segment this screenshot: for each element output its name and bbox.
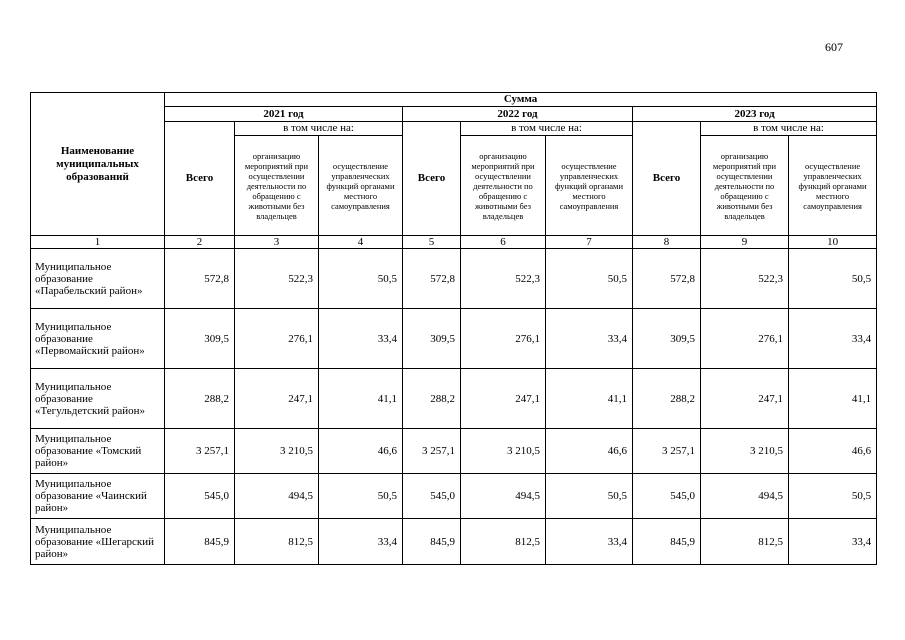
column-number: 10 — [789, 236, 877, 249]
value-cell: 288,2 — [633, 369, 701, 429]
value-cell: 494,5 — [235, 474, 319, 519]
value-cell: 309,5 — [403, 309, 461, 369]
column-number: 9 — [701, 236, 789, 249]
column-number: 2 — [165, 236, 235, 249]
value-cell: 522,3 — [701, 249, 789, 309]
value-cell: 845,9 — [633, 519, 701, 565]
value-cell: 247,1 — [461, 369, 546, 429]
value-cell: 3 210,5 — [461, 429, 546, 474]
year-header-2021: 2021 год — [165, 107, 403, 122]
including-header-2022: в том числе на: — [461, 122, 633, 136]
value-cell: 545,0 — [403, 474, 461, 519]
value-cell: 33,4 — [546, 519, 633, 565]
municipality-name: Муниципальное образование «Тегульдетский район» — [31, 369, 165, 429]
municipality-name: Муниципальное образование «Шегарский район» — [31, 519, 165, 565]
budget-table — [30, 92, 877, 565]
value-cell: 572,8 — [165, 249, 235, 309]
value-cell: 522,3 — [235, 249, 319, 309]
column-number: 1 — [31, 236, 165, 249]
table-row — [31, 519, 877, 565]
value-cell: 46,6 — [319, 429, 403, 474]
value-cell: 33,4 — [789, 309, 877, 369]
mgmt-header-2023: осуществление управленческих функций органами местного самоуправления — [789, 136, 877, 236]
value-cell: 288,2 — [165, 369, 235, 429]
value-cell: 812,5 — [701, 519, 789, 565]
value-cell: 276,1 — [701, 309, 789, 369]
including-header-2023: в том числе на: — [701, 122, 877, 136]
value-cell: 46,6 — [789, 429, 877, 474]
municipality-name: Муниципальное образование «Томский район» — [31, 429, 165, 474]
value-cell: 50,5 — [319, 249, 403, 309]
table-row — [31, 474, 877, 519]
column-number: 3 — [235, 236, 319, 249]
column-number: 4 — [319, 236, 403, 249]
value-cell: 3 257,1 — [403, 429, 461, 474]
value-cell: 41,1 — [319, 369, 403, 429]
total-header-2022: Всего — [403, 122, 461, 236]
value-cell: 50,5 — [789, 249, 877, 309]
sum-header: Сумма — [165, 93, 877, 107]
value-cell: 288,2 — [403, 369, 461, 429]
value-cell: 545,0 — [165, 474, 235, 519]
value-cell: 247,1 — [701, 369, 789, 429]
value-cell: 50,5 — [319, 474, 403, 519]
value-cell: 41,1 — [546, 369, 633, 429]
value-cell: 309,5 — [633, 309, 701, 369]
year-header-2023: 2023 год — [633, 107, 877, 122]
value-cell: 46,6 — [546, 429, 633, 474]
value-cell: 50,5 — [546, 249, 633, 309]
table-row — [31, 309, 877, 369]
value-cell: 494,5 — [701, 474, 789, 519]
value-cell: 309,5 — [165, 309, 235, 369]
mgmt-header-2022: осуществление управленческих функций органами местного самоуправления — [546, 136, 633, 236]
value-cell: 845,9 — [165, 519, 235, 565]
value-cell: 572,8 — [633, 249, 701, 309]
value-cell: 3 257,1 — [165, 429, 235, 474]
municipality-name: Муниципальное образование «Чаинский район» — [31, 474, 165, 519]
total-header-2021: Всего — [165, 122, 235, 236]
value-cell: 3 210,5 — [701, 429, 789, 474]
org-header-2022: организацию мероприятий при осуществлении деятельности по обращению с животными без владельцев — [461, 136, 546, 236]
column-number: 7 — [546, 236, 633, 249]
value-cell: 276,1 — [235, 309, 319, 369]
value-cell: 3 257,1 — [633, 429, 701, 474]
mgmt-header-2021: осуществление управленческих функций органами местного самоуправления — [319, 136, 403, 236]
table-row — [31, 369, 877, 429]
municipality-name: Муниципальное образование «Парабельский район» — [31, 249, 165, 309]
including-header-2021: в том числе на: — [235, 122, 403, 136]
table-row — [31, 429, 877, 474]
value-cell: 41,1 — [789, 369, 877, 429]
column-number: 8 — [633, 236, 701, 249]
value-cell: 33,4 — [319, 519, 403, 565]
table-row — [31, 249, 877, 309]
org-header-2021: организацию мероприятий при осуществлении деятельности по обращению с животными без владельцев — [235, 136, 319, 236]
org-header-2023: организацию мероприятий при осуществлении деятельности по обращению с животными без владельцев — [701, 136, 789, 236]
value-cell: 276,1 — [461, 309, 546, 369]
column-number: 6 — [461, 236, 546, 249]
value-cell: 50,5 — [789, 474, 877, 519]
value-cell: 247,1 — [235, 369, 319, 429]
value-cell: 33,4 — [546, 309, 633, 369]
column-number: 5 — [403, 236, 461, 249]
total-header-2023: Всего — [633, 122, 701, 236]
value-cell: 3 210,5 — [235, 429, 319, 474]
value-cell: 494,5 — [461, 474, 546, 519]
name-column-header: Наименование муниципальных образований — [31, 93, 165, 236]
value-cell: 522,3 — [461, 249, 546, 309]
value-cell: 33,4 — [319, 309, 403, 369]
value-cell: 845,9 — [403, 519, 461, 565]
year-header-2022: 2022 год — [403, 107, 633, 122]
page-number: 607 — [825, 40, 843, 54]
value-cell: 572,8 — [403, 249, 461, 309]
municipality-name: Муниципальное образование «Первомайский район» — [31, 309, 165, 369]
value-cell: 812,5 — [461, 519, 546, 565]
value-cell: 50,5 — [546, 474, 633, 519]
value-cell: 812,5 — [235, 519, 319, 565]
value-cell: 33,4 — [789, 519, 877, 565]
value-cell: 545,0 — [633, 474, 701, 519]
